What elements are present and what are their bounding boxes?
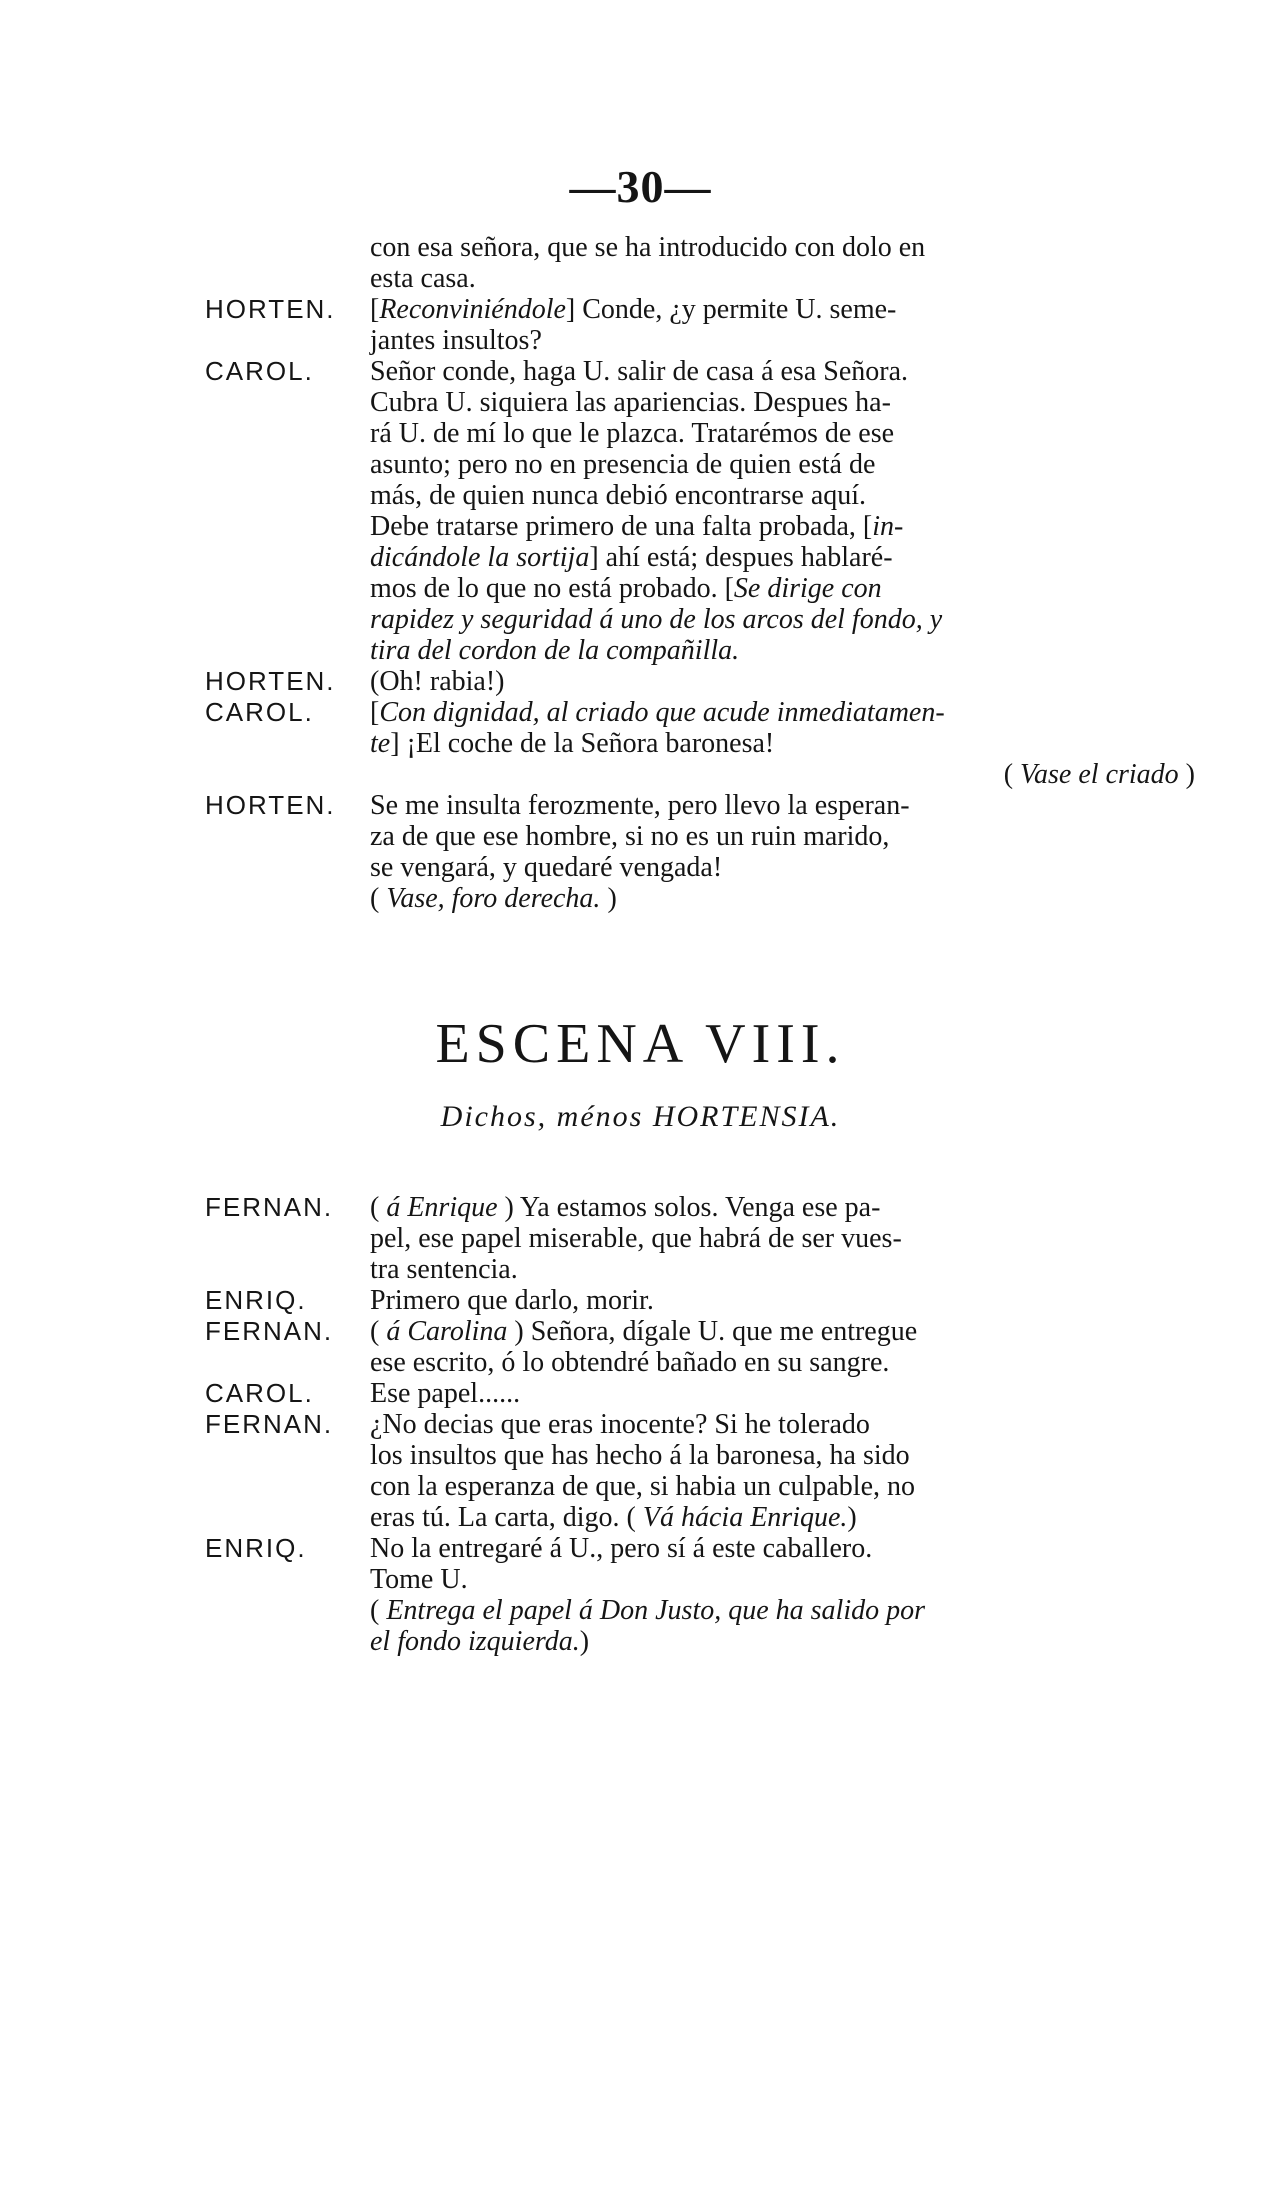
dialogue-text: Tome U. bbox=[370, 1564, 468, 1595]
text-line bbox=[205, 480, 1195, 511]
line-text bbox=[370, 480, 866, 511]
line-text bbox=[370, 790, 910, 821]
stage-direction: rapidez y seguridad á uno de los arcos del fondo, y bbox=[370, 604, 943, 635]
text-line bbox=[205, 1502, 1195, 1533]
line-text bbox=[370, 356, 908, 387]
line-text bbox=[370, 1316, 917, 1347]
line-text bbox=[370, 1254, 518, 1285]
speaker-label: CAROL. bbox=[205, 356, 314, 386]
dialogue-text: ] ahí está; despues hablaré- bbox=[589, 542, 893, 573]
dialogue-text: con la esperanza de que, si habia un culpable, no bbox=[370, 1471, 916, 1502]
line-text bbox=[370, 1223, 902, 1254]
speaker-label: CAROL. bbox=[205, 1378, 314, 1408]
text-line bbox=[205, 356, 1195, 387]
dialogue-text: eras tú. La carta, digo. ( bbox=[370, 1502, 643, 1533]
line-text bbox=[370, 387, 891, 418]
text-line bbox=[205, 821, 1195, 852]
speaker-label: FERNAN. bbox=[205, 1192, 334, 1222]
line-text bbox=[370, 666, 504, 697]
text-line bbox=[205, 1192, 1195, 1223]
text-line bbox=[205, 542, 1195, 573]
dialogue-block-top bbox=[205, 232, 1195, 914]
dialogue-text: No la entregaré á U., pero sí á este caballero. bbox=[370, 1533, 873, 1564]
text-line bbox=[205, 418, 1195, 449]
text-line bbox=[205, 1564, 1195, 1595]
dialogue-text: ) Señora, dígale U. que me entregue bbox=[507, 1316, 918, 1347]
text-line bbox=[205, 294, 1195, 325]
line-text bbox=[370, 325, 542, 356]
stage-direction: tira del cordon de la compañilla. bbox=[370, 635, 740, 666]
text-line bbox=[205, 728, 1195, 759]
dialogue-text: ) bbox=[847, 1502, 857, 1533]
text-line bbox=[205, 1595, 1195, 1626]
stage-direction: Vase el criado bbox=[1020, 759, 1179, 790]
dialogue-text: ( bbox=[370, 883, 387, 914]
text-line bbox=[205, 1409, 1195, 1440]
line-text bbox=[370, 1564, 468, 1595]
text-line bbox=[205, 852, 1195, 883]
dialogue-text: ) Ya estamos solos. Venga ese pa- bbox=[497, 1192, 881, 1223]
dialogue-text: ese escrito, ó lo obtendré bañado en su sangre. bbox=[370, 1347, 890, 1378]
speaker-label: ENRIQ. bbox=[205, 1533, 307, 1563]
line-text bbox=[370, 418, 894, 449]
line-text bbox=[370, 1192, 880, 1223]
line-text bbox=[370, 728, 774, 759]
line-text bbox=[370, 1440, 910, 1471]
dialogue-text: Primero que darlo, morir. bbox=[370, 1285, 654, 1316]
dialogue-text: esta casa. bbox=[370, 263, 476, 294]
dialogue-text: se vengará, y quedaré vengada! bbox=[370, 852, 723, 883]
speaker-label: ENRIQ. bbox=[205, 1285, 307, 1315]
text-line bbox=[205, 511, 1195, 542]
line-text bbox=[370, 1533, 872, 1564]
dialogue-text: los insultos que has hecho á la baronesa, ha sido bbox=[370, 1440, 910, 1471]
line-text bbox=[370, 511, 903, 542]
dialogue-text: asunto; pero no en presencia de quien está de bbox=[370, 449, 876, 480]
line-text bbox=[370, 1471, 915, 1502]
dialogue-text: Debe tratarse primero de una falta probada, [ bbox=[370, 511, 873, 542]
text-line bbox=[205, 697, 1195, 728]
dialogue-text: [ bbox=[370, 697, 380, 728]
line-text bbox=[370, 1626, 589, 1657]
text-line bbox=[205, 263, 1195, 294]
line-text bbox=[370, 263, 476, 294]
stage-direction: Vase, foro derecha. bbox=[386, 883, 601, 914]
dialogue-text: ) bbox=[1178, 759, 1195, 790]
dialogue-text: za de que ese hombre, si no es un ruin marido, bbox=[370, 821, 890, 852]
dialogue-text: ] ¡El coche de la Señora baronesa! bbox=[390, 728, 775, 759]
dialogue-text: (Oh! rabia!) bbox=[370, 666, 505, 697]
dialogue-text: ( bbox=[370, 1595, 387, 1626]
stage-direction: á Carolina bbox=[386, 1316, 508, 1347]
stage-direction: Vá hácia Enrique. bbox=[642, 1502, 848, 1533]
text-line bbox=[205, 1316, 1195, 1347]
dialogue-text: rá U. de mí lo que le plazca. Tratarémos de ese bbox=[370, 418, 895, 449]
text-line bbox=[205, 1254, 1195, 1285]
speaker-label: HORTEN. bbox=[205, 666, 336, 696]
stage-direction: in- bbox=[872, 511, 904, 542]
dialogue-block-bottom bbox=[205, 1192, 1195, 1657]
line-text bbox=[1004, 759, 1195, 790]
dialogue-text: jantes insultos? bbox=[370, 325, 542, 356]
stage-direction: el fondo izquierda. bbox=[370, 1626, 580, 1657]
dialogue-text: Se me insulta ferozmente, pero llevo la esperan- bbox=[370, 790, 910, 821]
line-text bbox=[370, 1502, 857, 1533]
dialogue-text: ¿No decias que eras inocente? Si he tolerado bbox=[370, 1409, 870, 1440]
dialogue-text: con esa señora, que se ha introducido con dolo en bbox=[370, 232, 926, 263]
text-line bbox=[205, 449, 1195, 480]
speaker-label: FERNAN. bbox=[205, 1316, 334, 1346]
dialogue-text: tra sentencia. bbox=[370, 1254, 518, 1285]
speaker-label: FERNAN. bbox=[205, 1409, 334, 1439]
text-line bbox=[205, 1471, 1195, 1502]
text-line bbox=[205, 1223, 1195, 1254]
text-line bbox=[205, 1440, 1195, 1471]
text-line bbox=[205, 666, 1195, 697]
text-line bbox=[205, 387, 1195, 418]
line-text bbox=[370, 449, 875, 480]
line-text bbox=[370, 1347, 889, 1378]
stage-direction: te bbox=[370, 728, 391, 759]
line-text bbox=[370, 542, 893, 573]
text-line bbox=[205, 232, 1195, 263]
dialogue-text: Ese papel...... bbox=[370, 1378, 521, 1409]
line-text bbox=[370, 604, 942, 635]
line-text bbox=[370, 883, 617, 914]
line-text bbox=[370, 232, 925, 263]
line-text bbox=[370, 697, 945, 728]
text-line bbox=[205, 325, 1195, 356]
dialogue-text: ( bbox=[370, 1192, 387, 1223]
line-text bbox=[370, 573, 882, 604]
text-line bbox=[205, 604, 1195, 635]
text-line bbox=[205, 1347, 1195, 1378]
line-text bbox=[370, 821, 889, 852]
text-line bbox=[205, 1533, 1195, 1564]
stage-direction: Entrega el papel á Don Justo, que ha salido por bbox=[386, 1595, 926, 1626]
line-text bbox=[370, 852, 722, 883]
text-line bbox=[205, 1626, 1195, 1657]
text-line bbox=[205, 759, 1195, 790]
text-line bbox=[205, 883, 1195, 914]
line-text bbox=[370, 1285, 654, 1316]
text-line bbox=[205, 1285, 1195, 1316]
stage-direction: Se dirige con bbox=[733, 573, 882, 604]
line-text bbox=[370, 635, 739, 666]
text-line bbox=[205, 790, 1195, 821]
scene-subtitle: Dichos, ménos HORTENSIA. bbox=[440, 1100, 841, 1133]
scene-title: ESCENA VIII. bbox=[435, 1013, 846, 1075]
stage-direction: á Enrique bbox=[386, 1192, 498, 1223]
dialogue-text: ] Conde, ¿y permite U. seme- bbox=[565, 294, 897, 325]
line-text bbox=[370, 1595, 925, 1626]
page-number: —30— bbox=[569, 161, 712, 212]
dialogue-text: pel, ese papel miserable, que habrá de ser vues- bbox=[370, 1223, 902, 1254]
speaker-label: HORTEN. bbox=[205, 294, 336, 324]
dialogue-text: Cubra U. siquiera las apariencias. Despues ha- bbox=[370, 387, 891, 418]
dialogue-text: ) bbox=[579, 1626, 590, 1657]
dialogue-text: más, de quien nunca debió encontrarse aquí. bbox=[370, 480, 867, 511]
dialogue-text: mos de lo que no está probado. [ bbox=[370, 573, 734, 604]
speaker-label: HORTEN. bbox=[205, 790, 336, 820]
dialogue-text: [ bbox=[370, 294, 380, 325]
text-line bbox=[205, 1378, 1195, 1409]
stage-direction: Reconviniéndole bbox=[379, 294, 566, 325]
line-text bbox=[370, 1409, 870, 1440]
dialogue-text: ( bbox=[1003, 759, 1021, 790]
dialogue-text: ) bbox=[600, 883, 617, 914]
stage-direction: Con dignidad, al criado que acude inmediatamen- bbox=[379, 697, 945, 728]
stage-direction: dicándole la sortija bbox=[370, 542, 590, 573]
text-line bbox=[205, 635, 1195, 666]
line-text bbox=[370, 1378, 520, 1409]
dialogue-text: Señor conde, haga U. salir de casa á esa Señora. bbox=[370, 356, 909, 387]
text-line bbox=[205, 573, 1195, 604]
speaker-label: CAROL. bbox=[205, 697, 314, 727]
dialogue-text: ( bbox=[370, 1316, 387, 1347]
line-text bbox=[370, 294, 896, 325]
